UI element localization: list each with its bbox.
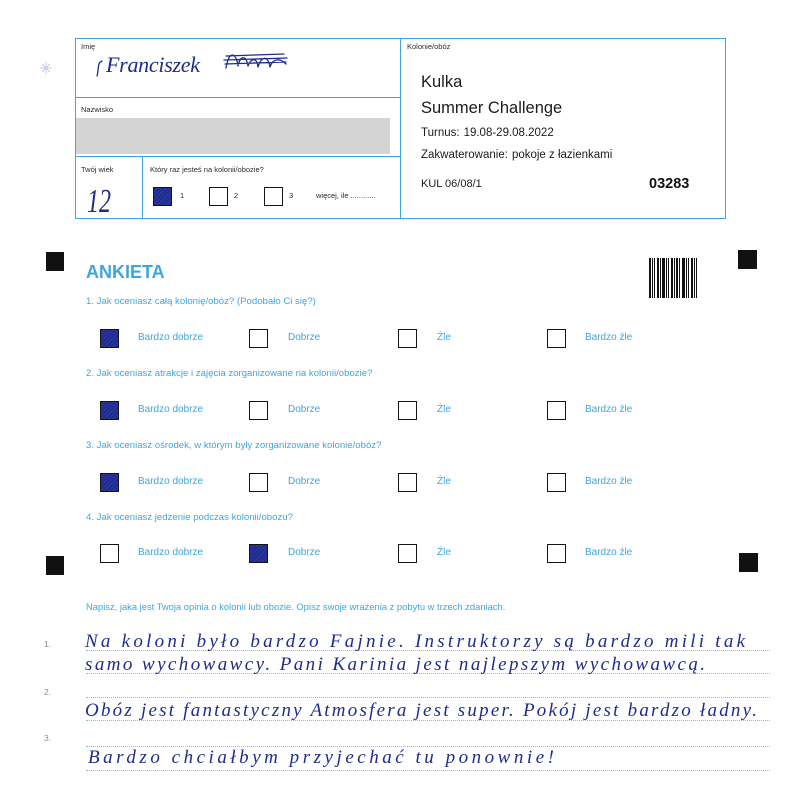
age-value: 12 [87, 183, 111, 220]
q4-dobrze-label: Dobrze [288, 547, 321, 558]
camp-accommodation [421, 150, 612, 162]
name-row-divider [75, 97, 401, 98]
q2-zle-label: Źle [437, 404, 451, 415]
visit-3-label: 3 [289, 191, 294, 200]
visit-1-label: 1 [180, 191, 185, 200]
q3-dobrze-checkbox[interactable] [249, 473, 268, 492]
surname-row-divider [75, 156, 401, 157]
q1-bardzo-dobrze-checkbox[interactable] [100, 329, 119, 348]
registration-mark-top-left [46, 252, 64, 271]
q1-zle-label: Źle [437, 332, 451, 343]
q2-bardzo-dobrze-checkbox[interactable] [100, 401, 119, 420]
opinion-prompt: Napisz, jaka jest Twoja opinia o kolonii lub obozie. Opisz swoje wrażenia z pobytu w trzech zdaniach. [86, 601, 506, 612]
q1-bardzo-zle-label: Bardzo źle [585, 332, 633, 343]
age-field[interactable] [77, 176, 141, 216]
opinion-answer-field[interactable] [84, 620, 772, 776]
line-number-3: 3. [44, 733, 52, 743]
q2-zle-checkbox[interactable] [398, 401, 417, 420]
visit-2-checkbox[interactable] [209, 187, 228, 206]
scan-smudge [40, 62, 52, 74]
question-2: 2. Jak oceniasz atrakcje i zajęcia zorganizowane na kolonii/obozie? [86, 368, 373, 379]
name-field[interactable] [77, 52, 399, 96]
q4-zle-label: Źle [437, 547, 451, 558]
q3-zle-checkbox[interactable] [398, 473, 417, 492]
question-1: 1. Jak oceniasz całą kolonię/obóz? (Podobało Ci się?) [86, 296, 316, 307]
turnus-label: Turnus: [421, 127, 460, 139]
q1-bardzo-dobrze-label: Bardzo dobrze [138, 332, 204, 343]
registration-mark-bottom-right [739, 553, 758, 572]
camp-turnus [421, 128, 554, 140]
camp-label: Kolonie/obóz [407, 42, 451, 51]
q4-dobrze-checkbox[interactable] [249, 544, 268, 563]
answer-line-4: Bardzo chciałbym przyjechać tu ponownie! [88, 747, 554, 768]
answer-line-3: Obóz jest fantastyczny Atmosfera jest super. Pokój jest bardzo ładny. [85, 700, 758, 721]
q1-dobrze-checkbox[interactable] [249, 329, 268, 348]
question-4: 4. Jak oceniasz jedzenie podczas kolonii/obozu? [86, 512, 293, 523]
surname-label: Nazwisko [81, 105, 114, 114]
q2-bardzo-zle-checkbox[interactable] [547, 401, 566, 420]
q2-dobrze-checkbox[interactable] [249, 401, 268, 420]
q1-zle-checkbox[interactable] [398, 329, 417, 348]
form-number: 03283 [649, 176, 690, 192]
camp-program: Summer Challenge [421, 99, 563, 117]
q2-bardzo-zle-label: Bardzo źle [585, 404, 633, 415]
q3-bardzo-zle-label: Bardzo źle [585, 476, 633, 487]
visit-3-checkbox[interactable] [264, 187, 283, 206]
line-number-1: 1. [44, 639, 52, 649]
q3-bardzo-dobrze-checkbox[interactable] [100, 473, 119, 492]
q3-bardzo-dobrze-label: Bardzo dobrze [138, 476, 204, 487]
barcode [649, 258, 697, 298]
q4-bardzo-dobrze-label: Bardzo dobrze [138, 547, 204, 558]
question-3: 3. Jak oceniasz ośrodek, w którym były zorganizowane kolonie/obóz? [86, 440, 382, 451]
camp-code: KUL 06/08/1 [421, 178, 482, 190]
age-label: Twój wiek [81, 165, 114, 174]
turnus-dates: 19.08-29.08.2022 [463, 127, 554, 139]
q2-dobrze-label: Dobrze [288, 404, 321, 415]
q3-dobrze-label: Dobrze [288, 476, 321, 487]
q3-zle-label: Źle [437, 476, 451, 487]
registration-mark-bottom-left [46, 556, 64, 575]
q2-bardzo-dobrze-label: Bardzo dobrze [138, 404, 204, 415]
name-label: Imię [81, 42, 96, 51]
q1-dobrze-label: Dobrze [288, 332, 321, 343]
registration-mark-top-right [738, 250, 757, 269]
name-value: Franciszek [106, 52, 200, 77]
survey-title: ANKIETA [86, 262, 165, 282]
q3-bardzo-zle-checkbox[interactable] [547, 473, 566, 492]
q1-bardzo-zle-checkbox[interactable] [547, 329, 566, 348]
visit-2-label: 2 [234, 191, 239, 200]
visit-more-label: więcej, ile ............ [316, 191, 376, 200]
visit-count-question: Który raz jesteś na kolonii/obozie? [150, 165, 264, 174]
header-divider [400, 38, 401, 219]
visit-1-checkbox[interactable] [153, 187, 172, 206]
q4-zle-checkbox[interactable] [398, 544, 417, 563]
surname-field[interactable] [77, 116, 399, 155]
q4-bardzo-zle-checkbox[interactable] [547, 544, 566, 563]
age-divider [142, 156, 143, 218]
accommodation-label: Zakwaterowanie: [421, 149, 508, 161]
q4-bardzo-zle-label: Bardzo źle [585, 547, 633, 558]
answer-line-2: samo wychowawcy. Pani Karinia jest najlepszym wychowawcą. [85, 654, 705, 675]
accommodation-value: pokoje z łazienkami [511, 149, 613, 161]
line-number-2: 2. [44, 687, 52, 697]
answer-line-1: Na koloni było bardzo Fajnie. Instruktorzy są bardzo mili tak [85, 631, 746, 652]
q4-bardzo-dobrze-checkbox[interactable] [100, 544, 119, 563]
camp-name: Kulka [421, 73, 463, 91]
